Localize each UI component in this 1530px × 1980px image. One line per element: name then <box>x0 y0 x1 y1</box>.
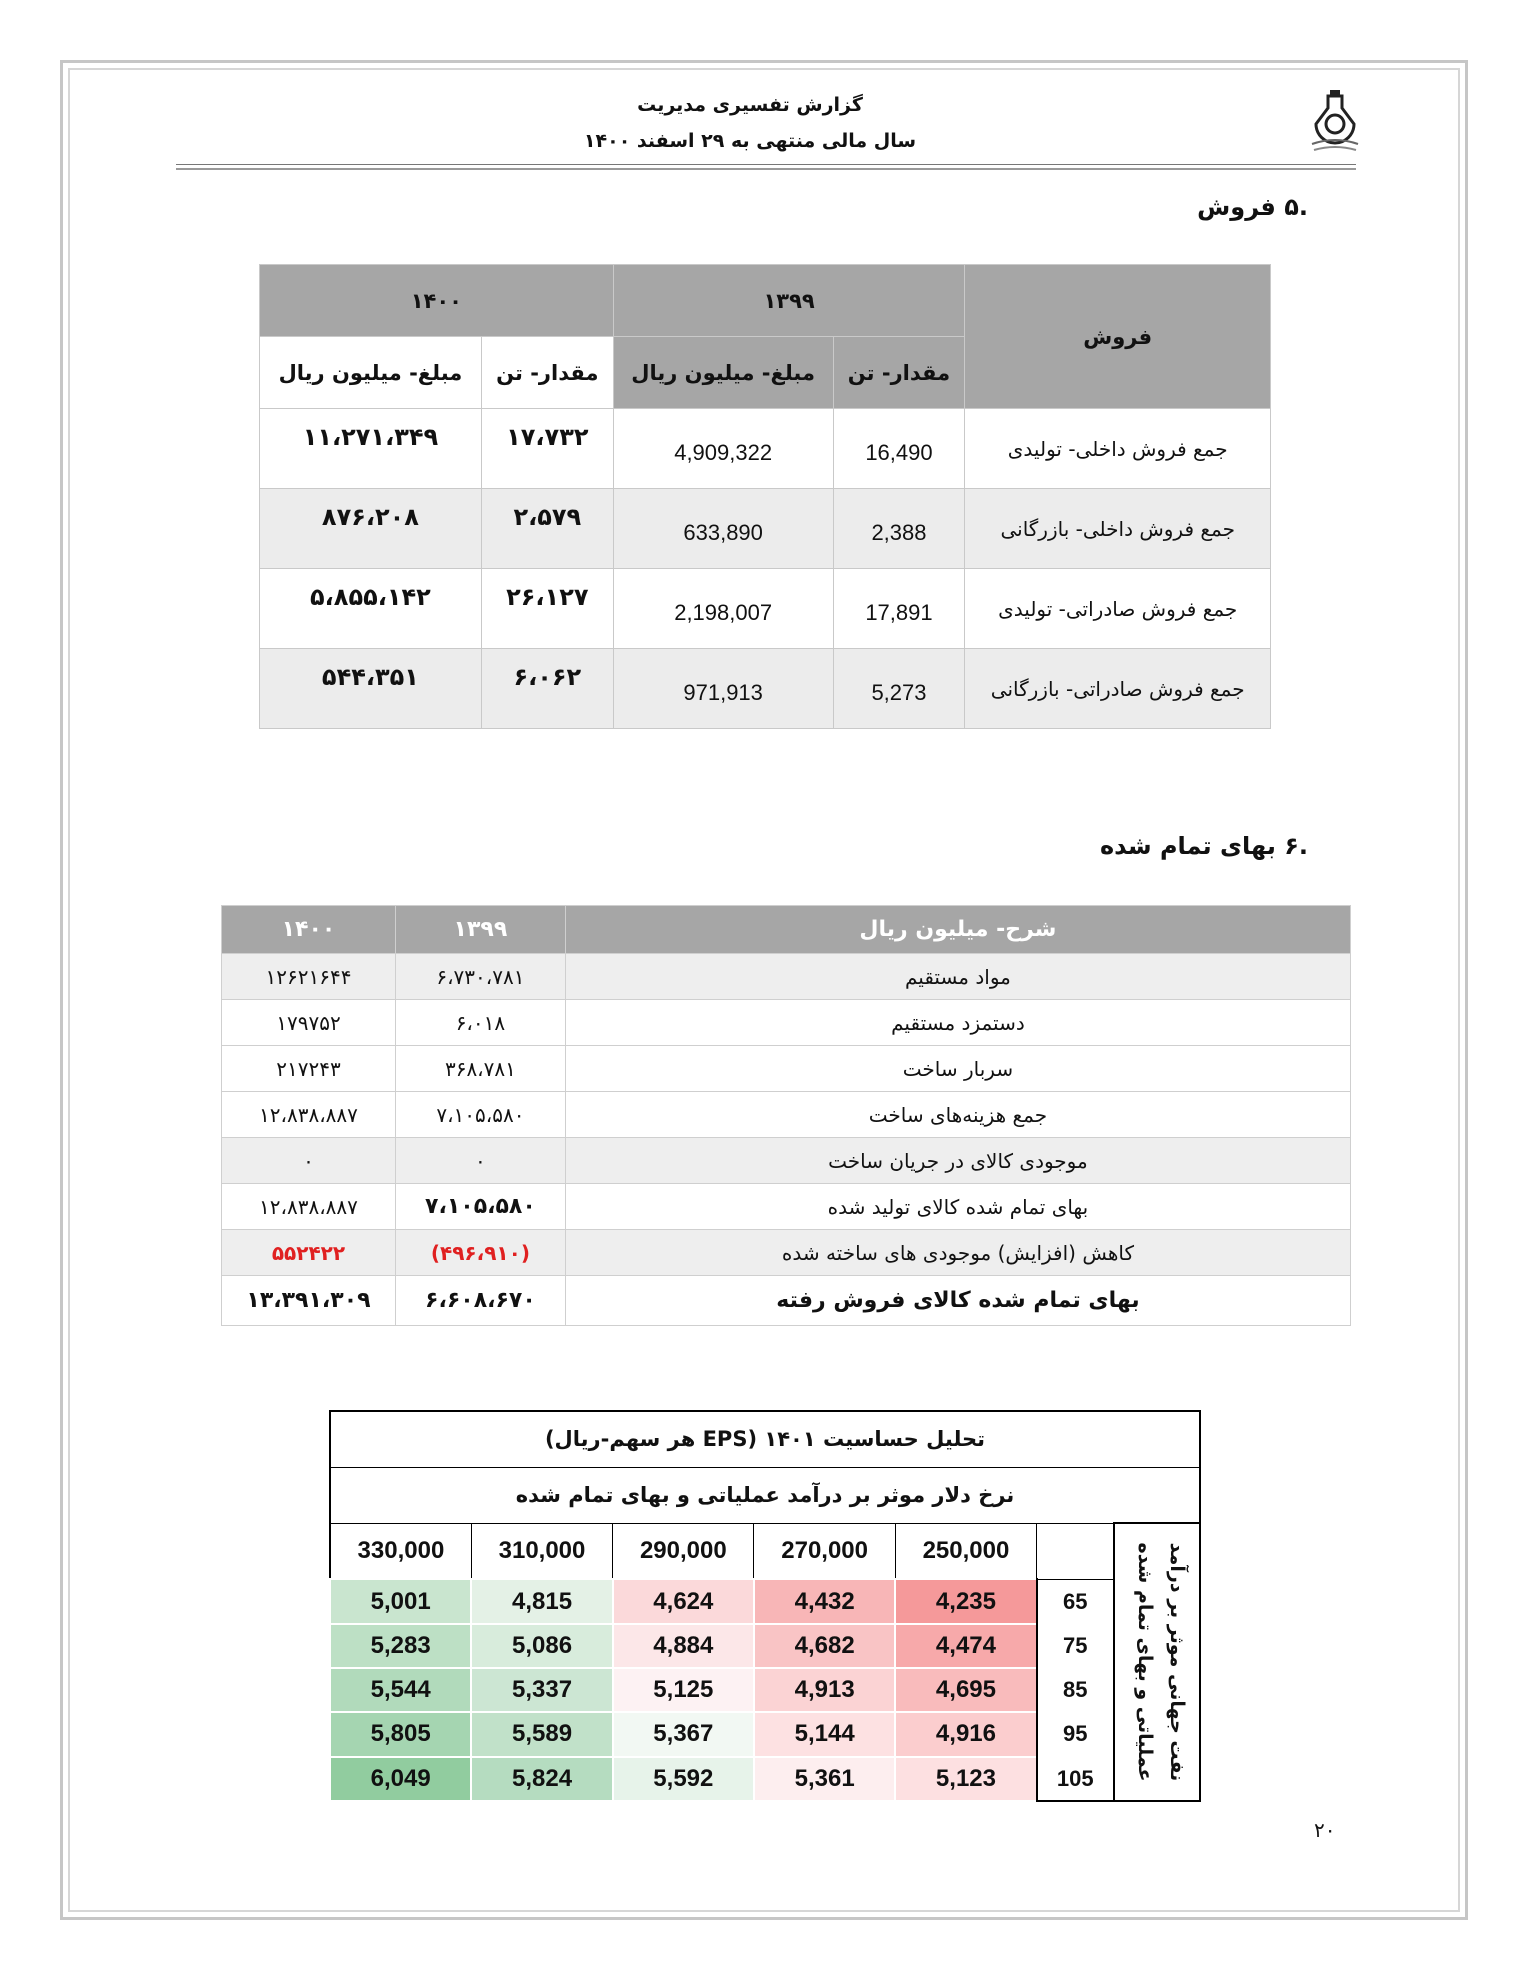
oil-row-label: 105 <box>1037 1757 1114 1801</box>
eps-cell: 4,815 <box>471 1579 612 1623</box>
row-desc: جمع هزینه‌های ساخت <box>565 1092 1350 1138</box>
value-1400: ۲۱۷۲۴۳ <box>222 1046 396 1092</box>
eps-cell: 4,474 <box>895 1624 1036 1668</box>
eps-cell: 4,913 <box>754 1668 895 1712</box>
corner-cell <box>1037 1523 1114 1579</box>
row-label: جمع فروش داخلی- تولیدی <box>965 409 1271 489</box>
qty-1400: ۲۶،۱۲۷ <box>481 569 613 649</box>
value-1400: ۰ <box>222 1138 396 1184</box>
value-1400: ۱۲،۸۳۸،۸۸۷ <box>222 1184 396 1230</box>
row-label: جمع فروش داخلی- بازرگانی <box>965 489 1271 569</box>
eps-cell: 5,283 <box>330 1624 471 1668</box>
desc-header: شرح- میلیون ریال <box>565 906 1350 954</box>
table-row <box>260 649 1271 729</box>
eps-cell: 5,144 <box>754 1712 895 1756</box>
row-label: جمع فروش صادراتی- بازرگانی <box>965 649 1271 729</box>
oil-row-label: 65 <box>1037 1579 1114 1623</box>
col-header: 250,000 <box>895 1523 1036 1579</box>
year-1400-header: ۱۴۰۰ <box>222 906 396 954</box>
sales-table <box>259 264 1271 729</box>
eps-cell: 5,125 <box>613 1668 754 1712</box>
row-desc: مواد مستقیم <box>565 954 1350 1000</box>
eps-cell: 5,824 <box>471 1757 612 1801</box>
eps-cell: 5,001 <box>330 1579 471 1623</box>
table-row <box>222 1046 1351 1092</box>
row-desc: موجودی کالای در جریان ساخت <box>565 1138 1350 1184</box>
amount-1400-header: مبلغ- میلیون ریال <box>260 337 482 409</box>
eps-cell: 5,123 <box>895 1757 1036 1801</box>
eps-cell: 6,049 <box>330 1757 471 1801</box>
row-desc: سربار ساخت <box>565 1046 1350 1092</box>
table-row <box>222 954 1351 1000</box>
eps-cell: 4,682 <box>754 1624 895 1668</box>
value-1400: ۱۲۶۲۱۶۴۴ <box>222 954 396 1000</box>
amount-1399-header: مبلغ- میلیون ریال <box>613 337 833 409</box>
eps-cell: 5,361 <box>754 1757 895 1801</box>
value-1399: ۶،۶۰۸،۶۷۰ <box>395 1276 565 1326</box>
table-row <box>222 1138 1351 1184</box>
axis-label-line-1: نفت جهانی موثر بر درآمد <box>1166 1542 1188 1782</box>
col-header: 290,000 <box>613 1523 754 1579</box>
value-1399: ۷،۱۰۵،۵۸۰ <box>395 1092 565 1138</box>
eps-cell: 4,695 <box>895 1668 1036 1712</box>
amount-1399: 4,909,322 <box>613 409 833 489</box>
value-1400: ۱۳،۳۹۱،۳۰۹ <box>222 1276 396 1326</box>
eps-cell: 5,805 <box>330 1712 471 1756</box>
eps-cell: 5,589 <box>471 1712 612 1756</box>
table-row <box>260 569 1271 649</box>
cost-table <box>221 905 1351 1326</box>
qty-1400-header: مقدار- تن <box>481 337 613 409</box>
amount-1400: ۵۴۴،۳۵۱ <box>260 649 482 729</box>
value-1399: ۷،۱۰۵،۵۸۰ <box>395 1184 565 1230</box>
eps-cell: 5,592 <box>613 1757 754 1801</box>
table-row <box>330 1668 1200 1712</box>
value-1400: ۱۷۹۷۵۲ <box>222 1000 396 1046</box>
amount-1400: ۵،۸۵۵،۱۴۲ <box>260 569 482 649</box>
fiscal-year-subtitle: سال مالی منتهی به ۲۹ اسفند ۱۴۰۰ <box>583 130 917 152</box>
amount-1399: 2,198,007 <box>613 569 833 649</box>
qty-1400: ۶،۰۶۲ <box>481 649 613 729</box>
header-rule <box>176 164 1356 165</box>
col-header: 270,000 <box>754 1523 895 1579</box>
eps-cell: 5,086 <box>471 1624 612 1668</box>
axis-label-line-2: عملیاتی و بهای تمام شده <box>1134 1542 1156 1782</box>
amount-1399: 971,913 <box>613 649 833 729</box>
eps-cell: 4,916 <box>895 1712 1036 1756</box>
qty-1400: ۱۷،۷۳۲ <box>481 409 613 489</box>
col-header: 310,000 <box>471 1523 612 1579</box>
amount-1400: ۸۷۶،۲۰۸ <box>260 489 482 569</box>
table-row <box>330 1624 1200 1668</box>
year-1399-header: ۱۳۹۹ <box>395 906 565 954</box>
oil-row-label: 75 <box>1037 1624 1114 1668</box>
year-1400-header: ۱۴۰۰ <box>260 265 614 337</box>
sensitivity-table <box>329 1410 1201 1802</box>
value-1400: ۱۲،۸۳۸،۸۸۷ <box>222 1092 396 1138</box>
table-row <box>330 1757 1200 1801</box>
section-6-title: .۶ بهای تمام شده <box>1099 832 1308 860</box>
table-row <box>222 1000 1351 1046</box>
oil-row-label: 95 <box>1037 1712 1114 1756</box>
col-header: 330,000 <box>330 1523 471 1579</box>
table-row <box>330 1579 1200 1623</box>
table-row <box>222 1230 1351 1276</box>
oil-row-label: 85 <box>1037 1668 1114 1712</box>
eps-cell: 4,432 <box>754 1579 895 1623</box>
value-1400: ۵۵۲۴۲۲ <box>222 1230 396 1276</box>
qty-1399: 5,273 <box>833 649 965 729</box>
row-desc: بهای تمام شده کالای فروش رفته <box>565 1276 1350 1326</box>
row-label: جمع فروش صادراتی- تولیدی <box>965 569 1271 649</box>
table-row <box>260 409 1271 489</box>
company-logo-icon <box>1300 86 1370 156</box>
value-1399: ۶،۰۱۸ <box>395 1000 565 1046</box>
value-1399: ۳۶۸،۷۸۱ <box>395 1046 565 1092</box>
amount-1399: 633,890 <box>613 489 833 569</box>
page-number: ۲۰ <box>1314 1818 1336 1842</box>
report-title: گزارش تفسیری مدیریت <box>637 94 863 116</box>
value-1399: ۰ <box>395 1138 565 1184</box>
table-row <box>222 1184 1351 1230</box>
oil-price-axis-label <box>1114 1523 1200 1801</box>
qty-1399-header: مقدار- تن <box>833 337 965 409</box>
table-row <box>222 1276 1351 1326</box>
sensitivity-subtitle: نرخ دلار موثر بر درآمد عملیاتی و بهای تمام شده <box>330 1467 1200 1523</box>
eps-cell: 5,367 <box>613 1712 754 1756</box>
row-desc: کاهش (افزایش) موجودی های ساخته شده <box>565 1230 1350 1276</box>
value-1399: ۶،۷۳۰،۷۸۱ <box>395 954 565 1000</box>
table-row <box>260 489 1271 569</box>
amount-1400: ۱۱،۲۷۱،۳۴۹ <box>260 409 482 489</box>
qty-1399: 2,388 <box>833 489 965 569</box>
eps-cell: 4,235 <box>895 1579 1036 1623</box>
section-5-title: .۵ فروش <box>1197 193 1308 221</box>
table-row <box>330 1712 1200 1756</box>
eps-cell: 4,624 <box>613 1579 754 1623</box>
eps-cell: 4,884 <box>613 1624 754 1668</box>
sensitivity-title: تحلیل حساسیت ۱۴۰۱ (EPS هر سهم-ریال) <box>330 1411 1200 1467</box>
row-desc: دستمزد مستقیم <box>565 1000 1350 1046</box>
value-1399: (۴۹۶،۹۱۰) <box>395 1230 565 1276</box>
row-desc: بهای تمام شده کالای تولید شده <box>565 1184 1350 1230</box>
table-row <box>222 1092 1351 1138</box>
qty-1399: 17,891 <box>833 569 965 649</box>
sales-corner-header: فروش <box>965 265 1271 409</box>
header-rule-thick <box>176 168 1356 170</box>
eps-cell: 5,337 <box>471 1668 612 1712</box>
eps-cell: 5,544 <box>330 1668 471 1712</box>
qty-1399: 16,490 <box>833 409 965 489</box>
year-1399-header: ۱۳۹۹ <box>613 265 965 337</box>
qty-1400: ۲،۵۷۹ <box>481 489 613 569</box>
